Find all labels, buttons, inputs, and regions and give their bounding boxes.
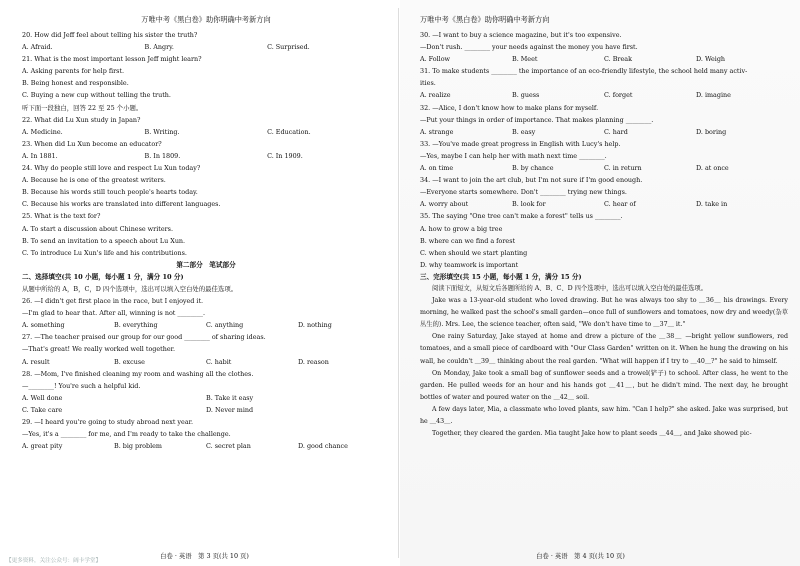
right-page <box>400 0 800 566</box>
option: D. Weigh <box>696 55 726 64</box>
option: C. hard <box>604 127 628 136</box>
options-29 <box>22 440 390 452</box>
question-27-reply: —That's great! We really worked well together. <box>22 345 176 354</box>
option: B. look for <box>512 200 546 209</box>
option: B. big problem <box>114 442 162 451</box>
question-34: 34. —I want to join the art club, but I'm not sure if I'm good enough. <box>420 176 643 185</box>
page-header: 万唯中考《黑白卷》助你明确中考新方向 <box>420 15 550 24</box>
cloze-paragraph: Jake was a 13-year-old student who loved drawing. But he was always too shy to ＿36＿ his drawings. Every morning, he walked past the school's small garden—once full of sunflowers and tomatoes, now dry and weedy(杂草丛生的). Mrs. Lee, the science teacher, often said, "We don't have time to ＿37＿ it." <box>420 297 788 329</box>
cloze-paragraph: On Monday, Jake took a small bag of sunflower seeds and a trowel(铲子) to school. After class, he went to the garden. He pulled weeds for an hour and his hands got ＿41＿, but he didn't mind. The next day, he brought bottles of water and poured water on the ＿42＿ soil. <box>420 369 788 401</box>
option: D. take in <box>696 200 728 209</box>
question-23: 23. When did Lu Xun become an educator? <box>22 139 162 148</box>
option: C. To introduce Lu Xun's life and his contributions. <box>22 248 187 257</box>
option: A. realize <box>420 91 451 100</box>
question-21: 21. What is the most important lesson Jeff might learn? <box>22 55 202 64</box>
options-26 <box>22 319 390 331</box>
option: B. Writing. <box>144 127 180 136</box>
option: B. guess <box>512 91 540 100</box>
option: C. anything <box>206 321 244 330</box>
part-two-heading: 第二部分 笔试部分 <box>176 260 236 269</box>
question-27: 27. —The teacher praised our group for our good ________ of sharing ideas. <box>22 333 266 342</box>
option: B. Angry. <box>144 43 174 52</box>
option: B. Take it easy <box>206 393 254 402</box>
options-34 <box>420 198 788 210</box>
cloze-paragraph: Together, they cleared the garden. Mia taught Jake how to plant seeds ＿44＿, and Jake showed pic- <box>432 430 752 438</box>
option: D. why teamwork is important <box>420 260 519 269</box>
question-24: 24. Why do people still love and respect Lu Xun today? <box>22 164 201 173</box>
question-30-reply: —Don't rush. ________ your needs against the money you have first. <box>420 43 638 52</box>
question-29-reply: —Yes, it's a ________ for me, and I'm ready to take the challenge. <box>22 430 231 439</box>
option: A. something <box>22 321 65 330</box>
option: C. Because his works are translated into different languages. <box>22 200 221 209</box>
option: C. In 1909. <box>267 151 303 160</box>
option: B. Being honest and responsible. <box>22 79 129 88</box>
option: B. To send an invitation to a speech about Lu Xun. <box>22 236 186 245</box>
option: D. boring <box>696 127 727 136</box>
side-note: 【更多资料，关注公众号：阔卡学堂】 <box>6 558 102 564</box>
option: A. In 1881. <box>22 151 58 160</box>
option: A. Afraid. <box>22 43 53 52</box>
option: B. by chance <box>512 164 554 173</box>
question-32-reply: —Put your things in order of importance. That makes planning ________. <box>420 115 654 124</box>
option: A. worry about <box>420 200 469 209</box>
option: C. secret plan <box>206 442 251 451</box>
option: C. forget <box>604 91 633 100</box>
question-25: 25. What is the text for? <box>22 212 101 221</box>
option: D. good chance <box>298 442 348 451</box>
option: C. Buying a new cup without telling the truth. <box>22 91 171 100</box>
option: B. easy <box>512 127 536 136</box>
option: A. Because he is one of the greatest writers. <box>22 176 166 185</box>
cloze-paragraph: A few days later, Mia, a classmate who loved plants, saw him. "Can I help?" she asked. Jake was surprised, but he ＿43＿. <box>420 405 788 425</box>
option: A. Well done <box>22 393 63 402</box>
section-instruction: 从题中所给的 A，B，C，D 四个选项中，选出可以填入空白处的最佳选项。 <box>22 284 238 293</box>
question-26-reply: —I'm glad to hear that. After all, winning is not ________. <box>22 309 206 318</box>
option: C. habit <box>206 357 232 366</box>
question-31-cont: ities. <box>420 79 436 88</box>
options-33 <box>420 162 788 174</box>
question-20: 20. How did Jeff feel about telling his sister the truth? <box>22 31 198 39</box>
option: D. at once <box>696 164 729 173</box>
question-26: 26. —I didn't get first place in the race, but I enjoyed it. <box>22 297 204 306</box>
page-footer: 白卷 · 英语 第 3 页(共 10 页) <box>160 552 249 560</box>
question-28: 28. —Mom, I've finished cleaning my room and washing all the clothes. <box>22 369 254 378</box>
option: B. excuse <box>114 357 145 366</box>
question-33: 33. —You've made great progress in English with Lucy's help. <box>420 139 621 148</box>
option: B. where can we find a forest <box>420 236 516 245</box>
options-28 <box>22 392 390 404</box>
cloze-paragraph: One rainy Saturday, Jake stayed at home and drew a picture of the ＿38＿ —bright yellow sunflowers, red tomatoes, and a small piece of cardboard with "Our Class Garden" written on it. When he hung the drawing on his wall, he couldn't ＿39＿ thinking about the real garden. "What will happen if I try to ＿40＿?" he said to himself. <box>420 333 788 365</box>
page-header: 万唯中考《黑白卷》助你明确中考新方向 <box>141 15 271 24</box>
cloze-instruction: 阅读下面短文，从短文后各题所给的 A、B、C、D 四个选项中，选出可以填入空白处的最佳选项。 <box>432 284 707 292</box>
options-32 <box>420 126 788 138</box>
section-heading: 二、选择填空(共 10 小题，每小题 1 分，满分 10 分) <box>22 272 184 281</box>
question-35: 35. The saying "One tree can't make a forest" tells us ________. <box>420 212 623 221</box>
option: A. To start a discussion about Chinese writers. <box>22 224 173 233</box>
question-31: 31. To make students ________ the importance of an eco-friendly lifestyle, the school held many activ- <box>420 67 748 76</box>
options-28-row2 <box>22 404 390 416</box>
option: A. Asking parents for help first. <box>22 67 125 76</box>
option: A. great pity <box>22 442 63 451</box>
option: A. result <box>22 357 50 366</box>
option: B. Meet <box>512 55 538 64</box>
option: B. everything <box>114 321 158 330</box>
option: C. Break <box>604 55 632 64</box>
options-22 <box>22 126 390 138</box>
option: B. Because his words still touch people's hearts today. <box>22 188 198 197</box>
option: A. on time <box>420 164 454 173</box>
question-33-reply: —Yes, maybe I can help her with math next time ________. <box>420 151 607 160</box>
page-footer: 白卷 · 英语 第 4 页(共 10 页) <box>536 552 625 560</box>
option: A. strange <box>420 127 454 136</box>
question-30: 30. —I want to buy a science magazine, but it's too expensive. <box>420 31 622 39</box>
option: C. when should we start planting <box>420 248 528 257</box>
option: D. imagine <box>696 91 731 100</box>
options-23 <box>22 150 390 162</box>
option: C. hear of <box>604 200 636 209</box>
option: C. in return <box>604 164 642 173</box>
option: C. Take care <box>22 405 63 414</box>
question-34-reply: —Everyone starts somewhere. Don't ________ trying new things. <box>420 188 627 197</box>
question-29: 29. —I heard you're going to study abroad next year. <box>22 418 194 426</box>
options-20 <box>22 41 390 53</box>
options-30 <box>420 53 788 65</box>
options-27 <box>22 356 390 368</box>
option: D. reason <box>298 357 329 366</box>
option: B. In 1809. <box>144 151 181 160</box>
option: A. Follow <box>420 55 451 64</box>
options-31 <box>420 89 788 101</box>
option: D. nothing <box>298 321 332 330</box>
option: C. Education. <box>267 127 311 136</box>
option: C. Surprised. <box>267 43 310 52</box>
question-32: 32. —Alice, I don't know how to make plans for myself. <box>420 103 599 112</box>
option: D. Never mind <box>206 405 254 414</box>
question-22: 22. What did Lu Xun study in Japan? <box>22 115 141 124</box>
option: A. how to grow a big tree <box>420 224 503 233</box>
listening-instruction: 听下面一段独白，回答 22 至 25 个小题。 <box>22 103 143 112</box>
section-heading: 三、完形填空(共 15 小题，每小题 1 分，满分 15 分) <box>420 272 582 281</box>
question-28-reply: —________! You're such a helpful kid. <box>22 381 141 390</box>
option: A. Medicine. <box>22 127 63 136</box>
